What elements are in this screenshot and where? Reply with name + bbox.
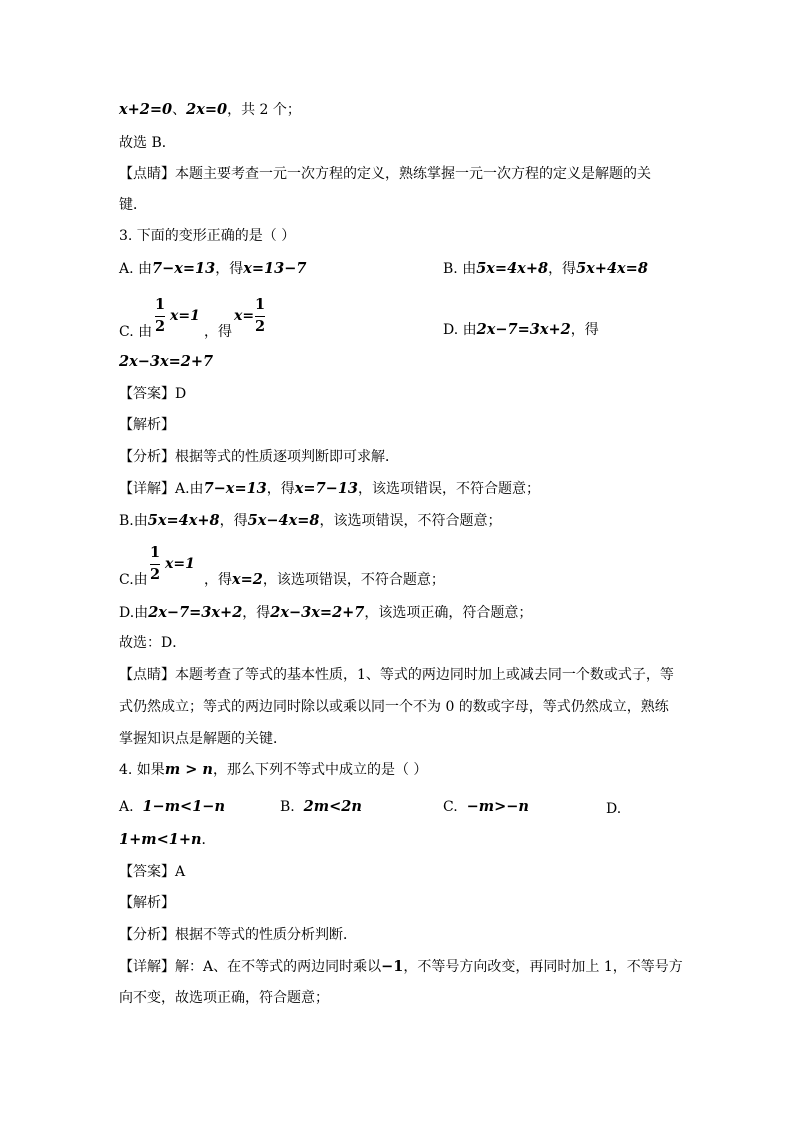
option-label: C. bbox=[443, 799, 458, 815]
text: ，得 bbox=[570, 322, 599, 338]
text: ，共 2 个； bbox=[227, 102, 301, 118]
q3-answer bbox=[119, 384, 186, 404]
section-tag: 【答案】 bbox=[119, 864, 175, 880]
equation: x=13−7 bbox=[243, 260, 307, 277]
option-label: A. bbox=[119, 799, 134, 815]
q3-dianjing bbox=[119, 665, 674, 685]
q4-fenxi bbox=[119, 925, 357, 945]
answer-value: A bbox=[175, 864, 186, 880]
q3-option-d bbox=[443, 320, 599, 340]
equation: 1−m<1−n bbox=[142, 798, 225, 815]
q3-choice: 故选：D． bbox=[119, 635, 187, 651]
prev-dianjing bbox=[119, 164, 651, 184]
text: ，得 bbox=[215, 261, 244, 277]
q4-option-b bbox=[280, 797, 362, 817]
section-tag: 【点睛】 bbox=[119, 667, 175, 683]
equation: 2x=0 bbox=[186, 101, 228, 118]
text: ，那么下列不等式中成立的是（ ） bbox=[212, 762, 428, 778]
equation: 5x−4x=8 bbox=[247, 512, 320, 529]
prev-line-1 bbox=[119, 100, 301, 120]
q4-option-c bbox=[443, 797, 529, 817]
text: ，得 bbox=[219, 513, 248, 529]
q3-jiexi: 【解析】 bbox=[119, 417, 175, 433]
equation: 2m<2n bbox=[303, 798, 362, 815]
equation: −m>−n bbox=[466, 798, 529, 815]
fraction-numerator: 1 bbox=[254, 296, 266, 313]
equation: −1 bbox=[381, 958, 404, 975]
q3-option-b bbox=[443, 259, 648, 279]
option-label: D. 由 bbox=[443, 322, 477, 338]
q3-fenxi bbox=[119, 447, 399, 467]
text: ，该选项正确，符合题意； bbox=[364, 605, 533, 621]
equation: x+2=0 bbox=[119, 101, 173, 118]
text: 解：A、在不等式的两边同时乘以 bbox=[175, 959, 382, 975]
q3-xiangjie-d bbox=[119, 603, 532, 623]
equation: x=1 bbox=[170, 308, 200, 324]
text: 本题考查了等式的基本性质，1、等式的两边同时加上或减去同一个数或式子，等 bbox=[175, 667, 674, 683]
text: 根据不等式的性质分析判断． bbox=[175, 927, 357, 943]
equation: m > n bbox=[164, 761, 213, 778]
fraction-bar bbox=[150, 564, 160, 565]
q3-xiangjie-c-tail bbox=[204, 570, 445, 590]
equation: 7−x=13 bbox=[152, 260, 216, 277]
q3-stem: 3. 下面的变形正确的是（ ） bbox=[119, 228, 296, 244]
fraction-bar bbox=[155, 316, 165, 317]
text: ，得 bbox=[242, 605, 271, 621]
prev-dianjing-cont: 键． bbox=[119, 197, 147, 213]
q4-option-d-label: D. bbox=[606, 801, 622, 817]
text: ，得 bbox=[204, 572, 232, 588]
fraction-bar bbox=[255, 316, 265, 317]
equation: x=1 bbox=[165, 556, 195, 572]
section-tag: 【分析】 bbox=[119, 449, 175, 465]
q3-xiangjie-b bbox=[119, 511, 501, 531]
answer-value: D bbox=[175, 386, 187, 402]
text: ，得 bbox=[548, 261, 577, 277]
q4-jiexi: 【解析】 bbox=[119, 895, 175, 911]
text: ，得 bbox=[204, 324, 232, 340]
q4-xiangjie-2: 向不变，故选项正确，符合题意； bbox=[119, 990, 329, 1006]
equation: 5x+4x=8 bbox=[576, 260, 648, 277]
q3-option-d-cont bbox=[119, 352, 213, 372]
text: ，得 bbox=[266, 481, 295, 497]
q3-dianjing-3: 掌握知识点是解题的关键． bbox=[119, 731, 287, 747]
text: D.由 bbox=[119, 605, 149, 621]
section-tag: 【点睛】 bbox=[119, 166, 175, 182]
option-label: B. 由 bbox=[443, 261, 477, 277]
equation: 1+m<1+n bbox=[119, 831, 202, 848]
prev-choice: 故选 B． bbox=[119, 135, 176, 151]
q4-stem bbox=[119, 760, 427, 780]
equation: 5x=4x+8 bbox=[147, 512, 220, 529]
text: 根据等式的性质逐项判断即可求解． bbox=[175, 449, 399, 465]
text: B.由 bbox=[119, 513, 148, 529]
option-label: A. 由 bbox=[119, 261, 153, 277]
text: ，该选项错误，不符合题意； bbox=[262, 572, 445, 588]
text: 4. 如果 bbox=[119, 762, 165, 778]
fraction-numerator: 1 bbox=[154, 296, 166, 313]
section-tag: 【分析】 bbox=[119, 927, 175, 943]
equation: 2x−3x=2+7 bbox=[119, 353, 214, 370]
equation: x=2 bbox=[232, 571, 263, 588]
text: ，不等号方向改变，再同时加上 1，不等号方 bbox=[403, 959, 683, 975]
text: 本题主要考查一元一次方程的定义，熟练掌握一元一次方程的定义是解题的关 bbox=[175, 166, 651, 182]
section-tag: 【详解】 bbox=[119, 959, 175, 975]
equation: x=7−13 bbox=[294, 480, 358, 497]
equation: 7−x=13 bbox=[203, 480, 267, 497]
text: ，该选项错误，不符合题意； bbox=[319, 513, 502, 529]
option-label: B. bbox=[280, 799, 295, 815]
separator: 、 bbox=[172, 102, 187, 118]
section-tag: 【答案】 bbox=[119, 386, 175, 402]
q4-answer bbox=[119, 862, 185, 882]
fraction-numerator: 1 bbox=[149, 544, 161, 561]
equation: 2x−7=3x+2 bbox=[476, 321, 571, 338]
q4-xiangjie bbox=[119, 957, 683, 977]
equation: 2x−3x=2+7 bbox=[270, 604, 365, 621]
equation: 5x=4x+8 bbox=[476, 260, 549, 277]
fraction-denominator: 2 bbox=[254, 318, 266, 335]
q3-option-c-label: C. 由 bbox=[119, 324, 153, 340]
q3-option-a bbox=[119, 259, 306, 279]
text: ，该选项错误，不符合题意； bbox=[358, 481, 540, 497]
equation: 2x−7=3x+2 bbox=[148, 604, 243, 621]
q4-option-d bbox=[119, 830, 216, 850]
section-tag: 【详解】 bbox=[119, 481, 175, 497]
text: C.由 bbox=[119, 572, 148, 588]
q3-dianjing-2: 式仍然成立；等式的两边同时除以或乘以同一个不为 0 的数或字母，等式仍然成立，熟练 bbox=[119, 699, 669, 715]
fraction-denominator: 2 bbox=[149, 566, 161, 583]
fraction-denominator: 2 bbox=[154, 318, 166, 335]
q3-xiangjie-a bbox=[119, 479, 540, 499]
q4-option-a bbox=[119, 797, 225, 817]
equation: x= bbox=[234, 308, 255, 324]
text: ． bbox=[201, 832, 216, 848]
text: A.由 bbox=[175, 481, 204, 497]
